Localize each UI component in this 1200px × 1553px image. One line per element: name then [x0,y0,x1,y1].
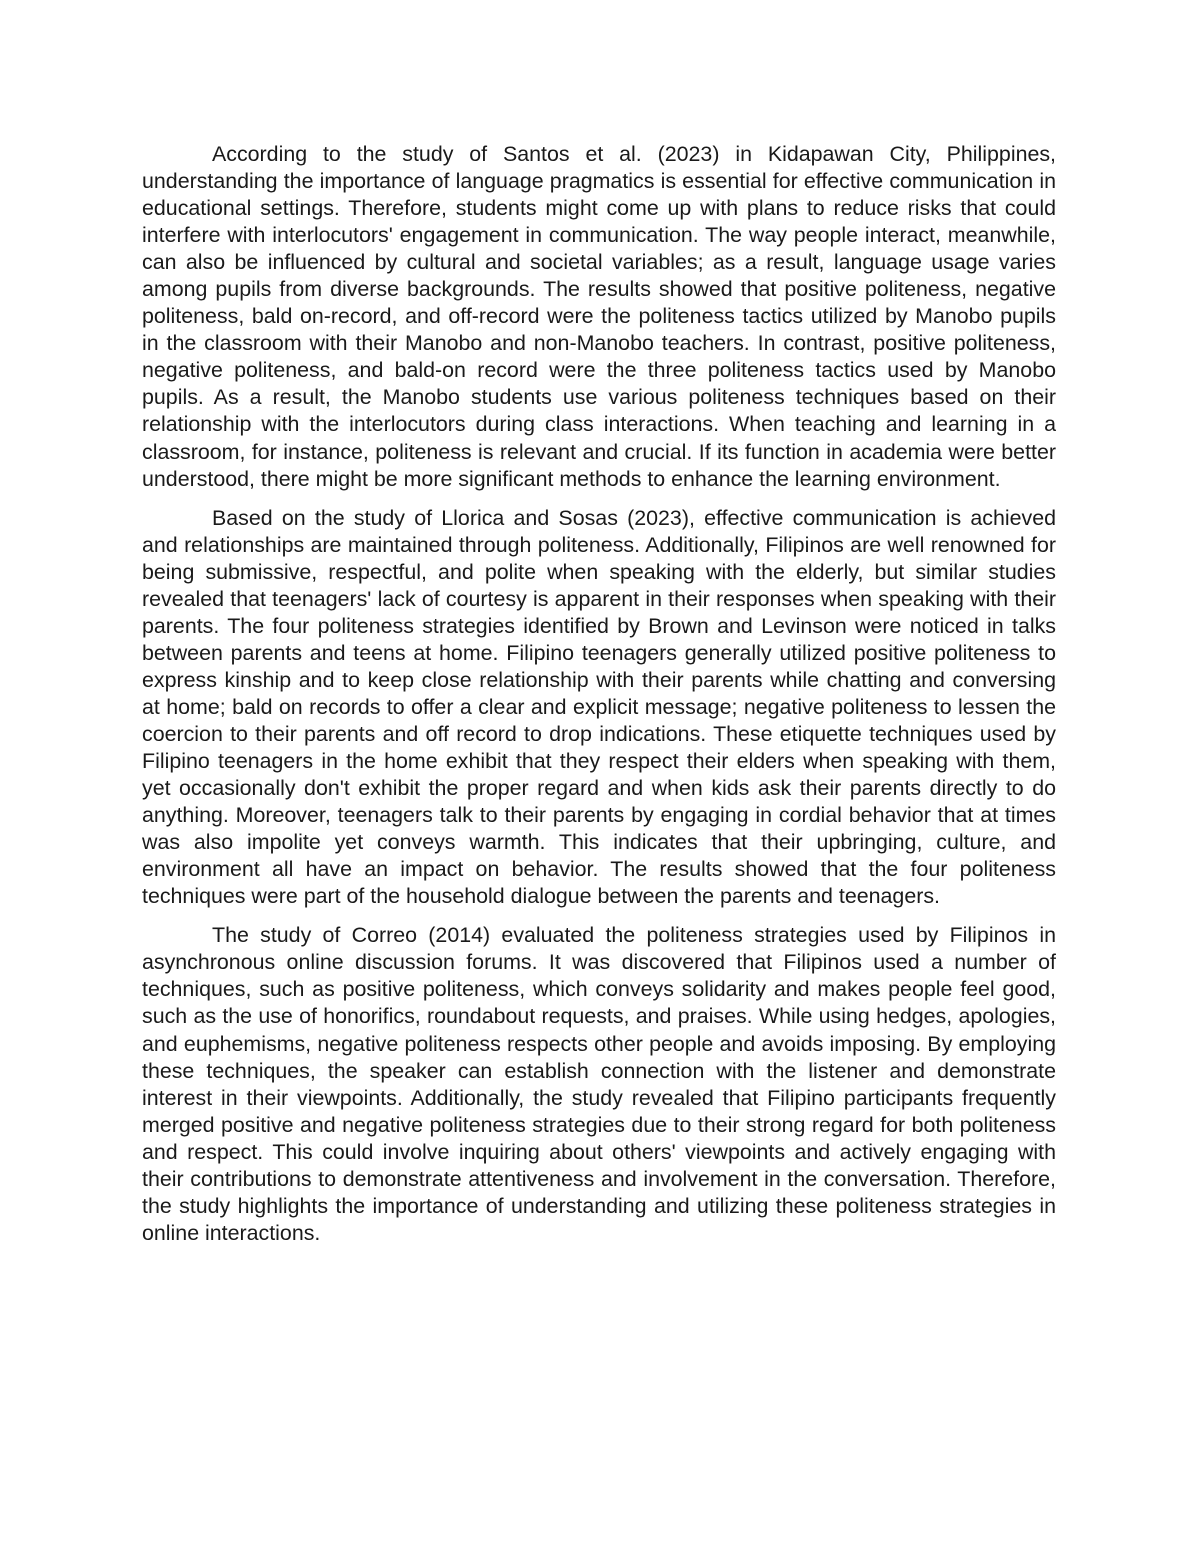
paragraph-llorica-sosas-study: Based on the study of Llorica and Sosas (2023), effective communication is achieved and relationships are maintained through politeness. Additionally, Filipinos are well renowned for being submissive, respectful, and polite when speaking with the elderly, but similar studies revealed that teenagers' lack of courtesy is apparent in their responses when speaking with their parents. The four politeness strategies identified by Brown and Levinson were noticed in talks between parents and teens at home. Filipino teenagers generally utilized positive politeness to express kinship and to keep close relationship with their parents while chatting and conversing at home; bald on records to offer a clear and explicit message; negative politeness to lessen the coercion to their parents and off record to drop indications. These etiquette techniques used by Filipino teenagers in the home exhibit that they respect their elders when speaking with them, yet occasionally don't exhibit the proper regard and when kids ask their parents directly to do anything. Moreover, teenagers talk to their parents by engaging in cordial behavior that at times was also impolite yet conveys warmth. This indicates that their upbringing, culture, and environment all have an impact on behavior. The results showed that the four politeness techniques were part of the household dialogue between the parents and teenagers. [142,505,1056,909]
paragraph-santos-study: According to the study of Santos et al. (2023) in Kidapawan City, Philippines, understanding the importance of language pragmatics is essential for effective communication in educational settings. Therefore, students might come up with plans to reduce risks that could interfere with interlocutors' engagement in communication. The way people interact, meanwhile, can also be influenced by cultural and societal variables; as a result, language usage varies among pupils from diverse backgrounds. The results showed that positive politeness, negative politeness, bald on-record, and off-record were the politeness tactics utilized by Manobo pupils in the classroom with their Manobo and non-Manobo teachers. In contrast, positive politeness, negative politeness, and bald-on record were the three politeness tactics used by Manobo pupils. As a result, the Manobo students use various politeness techniques based on their relationship with the interlocutors during class interactions. When teaching and learning in a classroom, for instance, politeness is relevant and crucial. If its function in academia were better understood, there might be more significant methods to enhance the learning environment. [142,142,1056,491]
paragraph-correo-study: The study of Correo (2014) evaluated the politeness strategies used by Filipinos in asynchronous online discussion forums. It was discovered that Filipinos used a number of techniques, such as positive politeness, which conveys solidarity and makes people feel good, such as the use of honorifics, roundabout requests, and praises. While using hedges, apologies, and euphemisms, negative politeness respects other people and avoids imposing. By employing these techniques, the speaker can establish connection with the listener and demonstrate interest in their viewpoints. Additionally, the study revealed that Filipino participants frequently merged positive and negative politeness strategies due to their strong regard for both politeness and respect. This could involve inquiring about others' viewpoints and actively engaging with their contributions to demonstrate attentiveness and involvement in the conversation. Therefore, the study highlights the importance of understanding and utilizing these politeness strategies in online interactions. [142,923,1056,1245]
document-body [142,141,1056,1259]
